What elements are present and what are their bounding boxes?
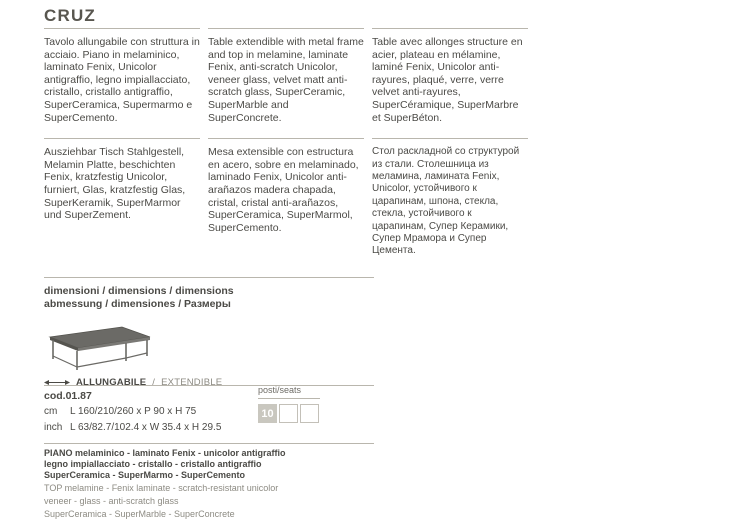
description-text-de: Ausziehbar Tisch Stahlgestell, Melamin Platte, beschichten Fenix, kratzfestig Unicolor, furniert, Glas, kratzfestig Glas, SuperKeramik, SuperMarmor und SuperZement. xyxy=(44,146,186,222)
description-row-bottom xyxy=(44,124,704,258)
seats-label: posti/seats xyxy=(258,385,320,399)
materials-en-line-2: veneer - glass - anti-scratch glass xyxy=(44,496,179,506)
description-row-top xyxy=(44,28,704,124)
materials-it-line-2: legno impiallacciato - cristallo - cristallo antigraffio xyxy=(44,459,262,469)
dimensions-section xyxy=(44,277,374,388)
materials-en-line-3: SuperCeramica - SuperMarble - SuperConcrete xyxy=(44,509,235,519)
description-column-de xyxy=(44,138,200,258)
seats-empty-box-2 xyxy=(300,404,319,423)
seats-block xyxy=(258,385,368,423)
page-title: CRUZ xyxy=(44,6,97,25)
seats-empty-box-1 xyxy=(279,404,298,423)
measurement-value-cm: L 160/210/260 x P 90 x H 75 xyxy=(70,406,197,417)
materials-it-line-1: PIANO melaminico - laminato Fenix - unicolor antigraffio xyxy=(44,448,286,458)
seats-boxes xyxy=(258,404,368,423)
description-text-it: Tavolo allungabile con struttura in acciaio. Piano in melaminico, laminato Fenix, Unicolor antigraffio, legno impiallacciato, cristallo, cristallo antigraffio, SuperCeramica, Supermarmo e SuperCemento. xyxy=(44,36,200,124)
description-grid xyxy=(44,28,704,258)
extendible-sublabel: EXTENDIBLE xyxy=(161,377,223,388)
measurement-value-inch: L 63/82.7/102.4 x W 35.4 x H 29.5 xyxy=(70,422,222,433)
description-column-it xyxy=(44,28,200,124)
description-column-ru xyxy=(372,138,528,258)
description-text-fr: Table avec allonges structure en acier, plateau en mélamine, laminé Fenix, Unicolor anti-rayures, plaqué, verre, verre velvet anti-rayures, SuperCéramique, SuperMarbre et SuperBéton. xyxy=(372,36,523,124)
materials-en-line-1: TOP melamine - Fenix laminate - scratch-resistant unicolor xyxy=(44,483,279,493)
description-text-es: Mesa extensible con estructura en acero, sobre en melaminado, laminado Fenix, Unicolor anti-arañazos madera chapada, cristal, cristal anti-arañazos, SuperCeramica, SuperMarmol, SuperCemento. xyxy=(208,146,359,234)
seats-count-box: 10 xyxy=(258,404,277,423)
product-drawing-wrap xyxy=(44,323,374,371)
extendible-label: ALLUNGABILE xyxy=(76,377,147,388)
description-column-es xyxy=(208,138,364,258)
materials-block xyxy=(44,443,374,520)
table-drawing-icon xyxy=(48,323,152,371)
description-column-fr xyxy=(372,28,528,124)
description-column-spacer-2 xyxy=(536,138,692,258)
materials-it-line-3: SuperCeramica - SuperMarmo - SuperCemento xyxy=(44,470,246,480)
dimensions-heading-line2: abmessung / dimensiones / Размеры xyxy=(44,298,231,310)
extendible-separator: / xyxy=(152,377,156,388)
description-text-ru: Стол раскладной со структурой из стали. Столешница из меламина, ламината Fenix, Unicolor, устойчивого к царапинам, шпона, стекла, стекла, устойчивого к царапинам, Супер Керамики, Супер Мрамора и Супер Цемента. xyxy=(372,146,520,257)
product-code: cod.01.87 xyxy=(44,385,374,402)
measurement-unit-inch: inch xyxy=(44,422,63,433)
description-column-en xyxy=(208,28,364,124)
description-column-spacer xyxy=(536,28,692,124)
dimensions-heading-line1: dimensioni / dimensions / dimensions xyxy=(44,285,234,297)
measurement-unit-cm: cm xyxy=(44,406,58,417)
description-text-en: Table extendible with metal frame and top in melamine, laminate Fenix, anti-scratch Unicolor, veneer glass, velvet matt anti-scratch glass, SuperCeramic, SuperMarble and SuperConcrete. xyxy=(208,36,364,124)
